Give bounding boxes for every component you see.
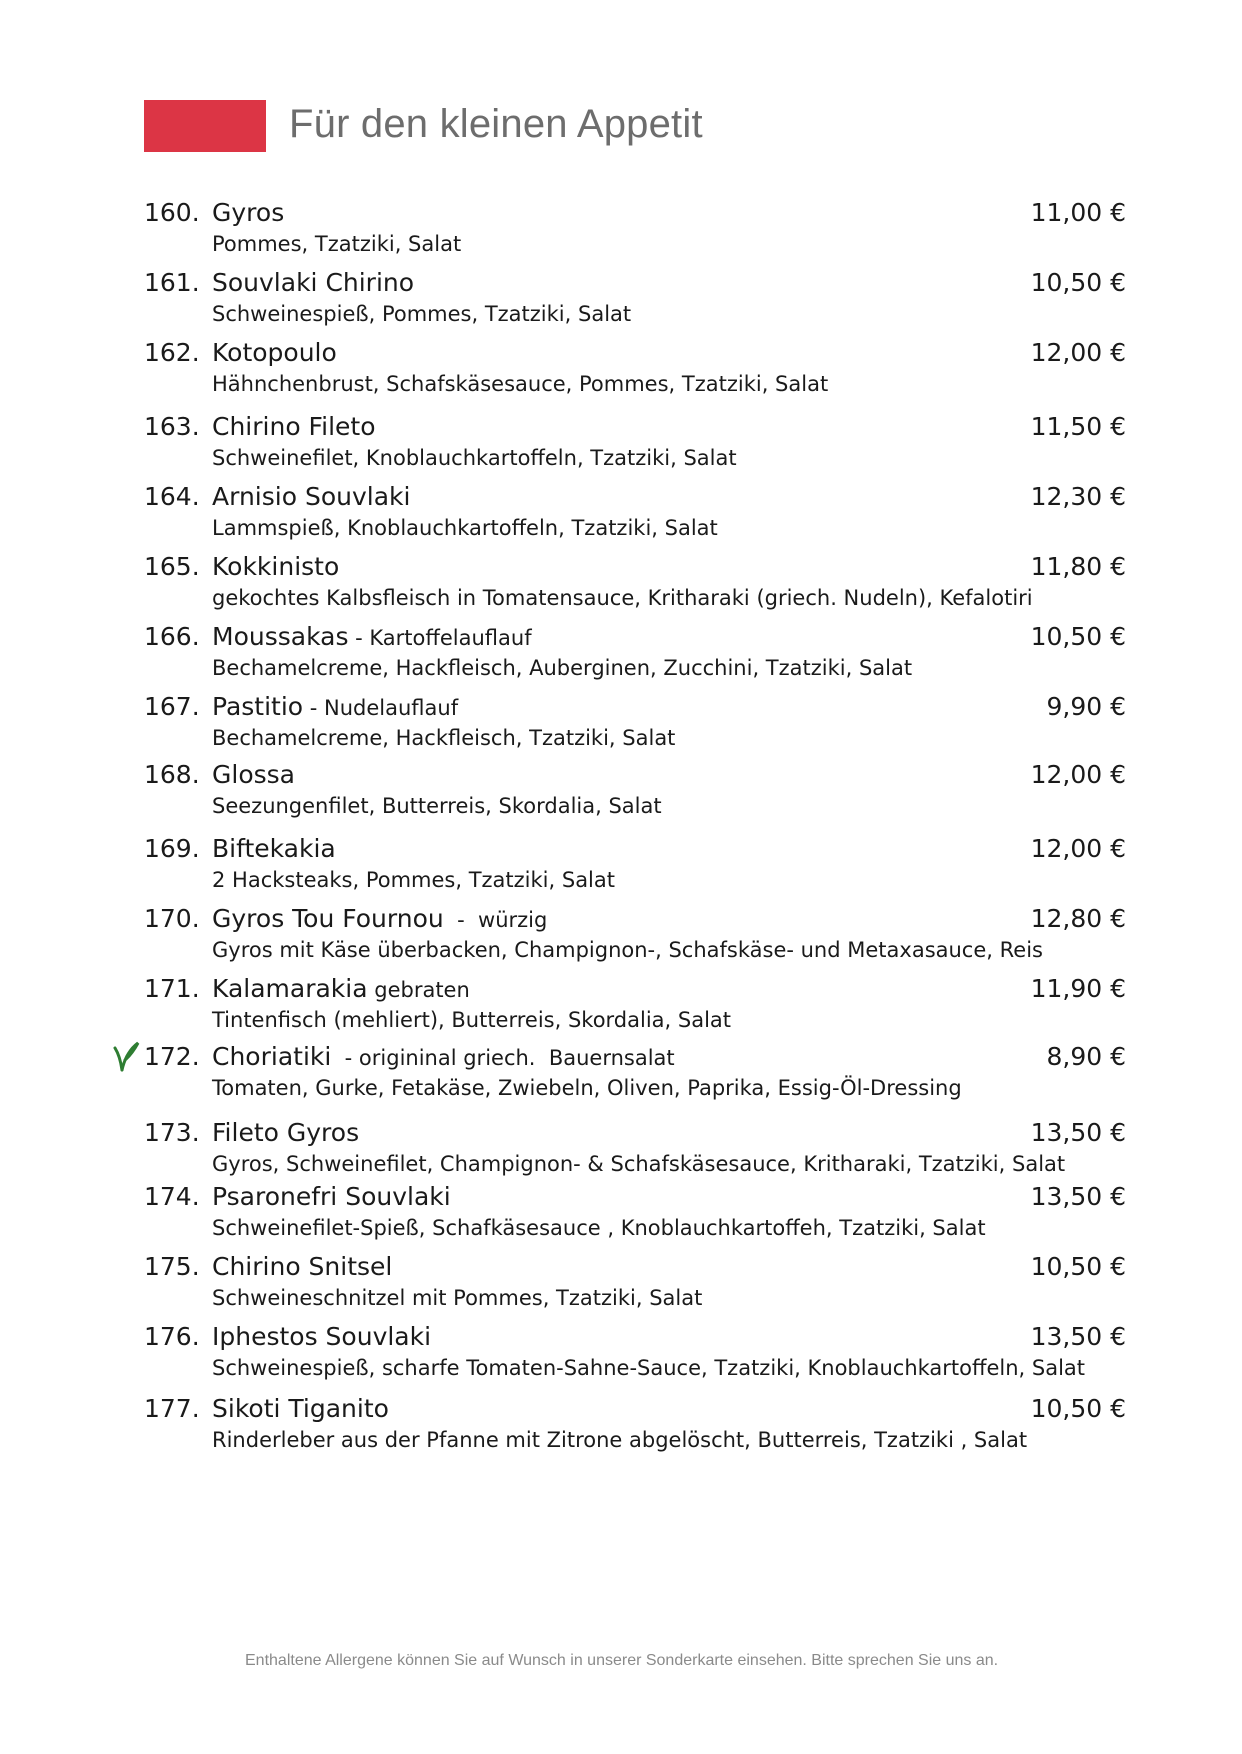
item-name [212,974,470,1003]
vegetarian-leaf-icon [112,1040,140,1074]
item-description: Schweinefilet, Knoblauchkartoffeln, Tzatziki, Salat [212,446,737,470]
item-price: 10,50 € [1030,622,1126,651]
menu-item-header [144,1118,1134,1150]
menu-item [144,1042,1134,1102]
item-price: 12,00 € [1030,834,1126,863]
menu-item [144,622,1134,682]
item-price: 10,50 € [1030,1252,1126,1281]
item-name [212,338,337,367]
item-description: 2 Hacksteaks, Pommes, Tzatziki, Salat [212,868,615,892]
item-name [212,1322,431,1351]
menu-item [144,974,1134,1034]
menu-item-header [144,198,1134,230]
item-description: gekochtes Kalbsfleisch in Tomatensauce, Kritharaki (griech. Nudeln), Kefalotiri [212,586,1033,610]
menu-item [144,552,1134,612]
item-description: Tintenfisch (mehliert), Butterreis, Skordalia, Salat [212,1008,732,1032]
item-name-text: Gyros [212,198,285,227]
item-name [212,482,410,511]
menu-item-header [144,760,1134,792]
menu-item-header [144,692,1134,724]
item-name [212,1394,389,1423]
item-price: 10,50 € [1030,268,1126,297]
item-note: gebraten [367,978,470,1002]
item-number: 171. [144,974,200,1003]
item-description: Schweinespieß, Pommes, Tzatziki, Salat [212,302,632,326]
item-number: 165. [144,552,200,581]
item-number: 170. [144,904,200,933]
item-name-text: Psaronefri Souvlaki [212,1182,451,1211]
item-name-text: Souvlaki Chirino [212,268,415,297]
menu-item-header [144,1322,1134,1354]
menu-item [144,268,1134,328]
menu-item-header [144,1252,1134,1284]
menu-item-header [144,1394,1134,1426]
menu-item-header [144,1042,1134,1074]
item-name-text: Biftekakia [212,834,336,863]
item-name [212,692,458,721]
page-header [144,100,1044,152]
item-name-text: Sikoti Tiganito [212,1394,389,1423]
menu-item [144,1394,1134,1454]
item-description: Gyros, Schweinefilet, Champignon- & Schafskäsesauce, Kritharaki, Tzatziki, Salat [212,1152,1066,1176]
menu-item-header [144,974,1134,1006]
item-description: Tomaten, Gurke, Fetakäse, Zwiebeln, Oliven, Paprika, Essig-Öl-Dressing [212,1076,962,1100]
item-name-text: Choriatiki [212,1042,332,1071]
item-note: - Kartoffelauflauf [348,626,532,650]
item-name-text: Kalamarakia [212,974,368,1003]
item-name [212,412,376,441]
item-description: Schweineschnitzel mit Pommes, Tzatziki, Salat [212,1286,703,1310]
item-price: 11,00 € [1030,198,1126,227]
item-description: Schweinespieß, scharfe Tomaten-Sahne-Sauce, Tzatziki, Knoblauchkartoffeln, Salat [212,1356,1086,1380]
item-price: 9,90 € [1046,692,1126,721]
item-number: 161. [144,268,200,297]
menu-item-header [144,412,1134,444]
item-name [212,1182,451,1211]
item-note: - würzig [443,908,548,932]
item-name-text: Pastitio [212,692,304,721]
menu-item [144,760,1134,820]
item-number: 168. [144,760,200,789]
item-description: Gyros mit Käse überbacken, Champignon-, Schafskäse- und Metaxasauce, Reis [212,938,1043,962]
item-price: 12,00 € [1030,760,1126,789]
menu-item [144,338,1134,398]
item-price: 11,50 € [1030,412,1126,441]
item-price: 12,30 € [1030,482,1126,511]
item-description: Schweinefilet-Spieß, Schafkäsesauce , Knoblauchkartoffeh, Tzatziki, Salat [212,1216,986,1240]
item-name-text: Kotopoulo [212,338,337,367]
item-number: 175. [144,1252,200,1281]
menu-item [144,482,1134,542]
menu-item [144,1322,1134,1382]
menu-item-header [144,338,1134,370]
page-title: Für den kleinen Appetit [289,102,703,146]
menu-item [144,412,1134,472]
item-number: 164. [144,482,200,511]
menu-item-header [144,482,1134,514]
menu-item [144,1252,1134,1312]
item-name-text: Chirino Fileto [212,412,376,441]
allergen-note: Enthaltene Allergene können Sie auf Wunsch in unserer Sonderkarte einsehen. Bitte sprechen Sie uns an. [245,1652,999,1669]
menu-item [144,692,1134,752]
menu-item [144,1118,1134,1178]
item-name [212,834,336,863]
menu-item-header [144,268,1134,300]
item-name [212,198,284,227]
item-description: Bechamelcreme, Hackfleisch, Tzatziki, Salat [212,726,676,750]
item-name-text: Gyros Tou Fournou [212,904,444,933]
item-price: 13,50 € [1030,1322,1126,1351]
item-name [212,622,532,651]
item-name-text: Glossa [212,760,295,789]
item-name-text: Moussakas [212,622,349,651]
item-description: Pommes, Tzatziki, Salat [212,232,462,256]
item-price: 11,80 € [1030,552,1126,581]
item-number: 173. [144,1118,200,1147]
item-name [212,1252,392,1281]
menu-item-header [144,834,1134,866]
menu-item-header [144,904,1134,936]
item-number: 160. [144,198,200,227]
item-name-text: Fileto Gyros [212,1118,360,1147]
item-price: 13,50 € [1030,1182,1126,1211]
item-note: - Nudelauflauf [303,696,459,720]
item-name [212,552,339,581]
item-note: - origininal griech. Bauernsalat [331,1046,675,1070]
accent-bar [144,100,266,152]
item-name [212,904,547,933]
item-description: Hähnchenbrust, Schafskäsesauce, Pommes, Tzatziki, Salat [212,372,829,396]
menu-item [144,198,1134,258]
item-description: Seezungenfilet, Butterreis, Skordalia, Salat [212,794,662,818]
item-name-text: Kokkinisto [212,552,340,581]
item-price: 12,00 € [1030,338,1126,367]
item-name [212,1118,359,1147]
item-number: 166. [144,622,200,651]
menu-item [144,834,1134,894]
menu-item-header [144,622,1134,654]
item-number: 163. [144,412,200,441]
item-description: Lammspieß, Knoblauchkartoffeln, Tzatziki, Salat [212,516,718,540]
menu-item-header [144,1182,1134,1214]
item-name-text: Chirino Snitsel [212,1252,393,1281]
item-number: 177. [144,1394,200,1423]
item-number: 167. [144,692,200,721]
item-number: 176. [144,1322,200,1351]
item-name [212,760,295,789]
item-description: Rinderleber aus der Pfanne mit Zitrone abgelöscht, Butterreis, Tzatziki , Salat [212,1428,1028,1452]
item-number: 169. [144,834,200,863]
item-price: 11,90 € [1030,974,1126,1003]
menu-item-header [144,552,1134,584]
item-number: 174. [144,1182,200,1211]
item-name-text: Iphestos Souvlaki [212,1322,432,1351]
item-number: 172. [144,1042,200,1071]
item-name [212,268,414,297]
item-name-text: Arnisio Souvlaki [212,482,411,511]
item-price: 13,50 € [1030,1118,1126,1147]
item-name [212,1042,675,1071]
menu-item [144,1182,1134,1242]
item-description: Bechamelcreme, Hackfleisch, Auberginen, Zucchini, Tzatziki, Salat [212,656,913,680]
menu-item [144,904,1134,964]
item-number: 162. [144,338,200,367]
item-price: 8,90 € [1046,1042,1126,1071]
item-price: 10,50 € [1030,1394,1126,1423]
item-price: 12,80 € [1030,904,1126,933]
